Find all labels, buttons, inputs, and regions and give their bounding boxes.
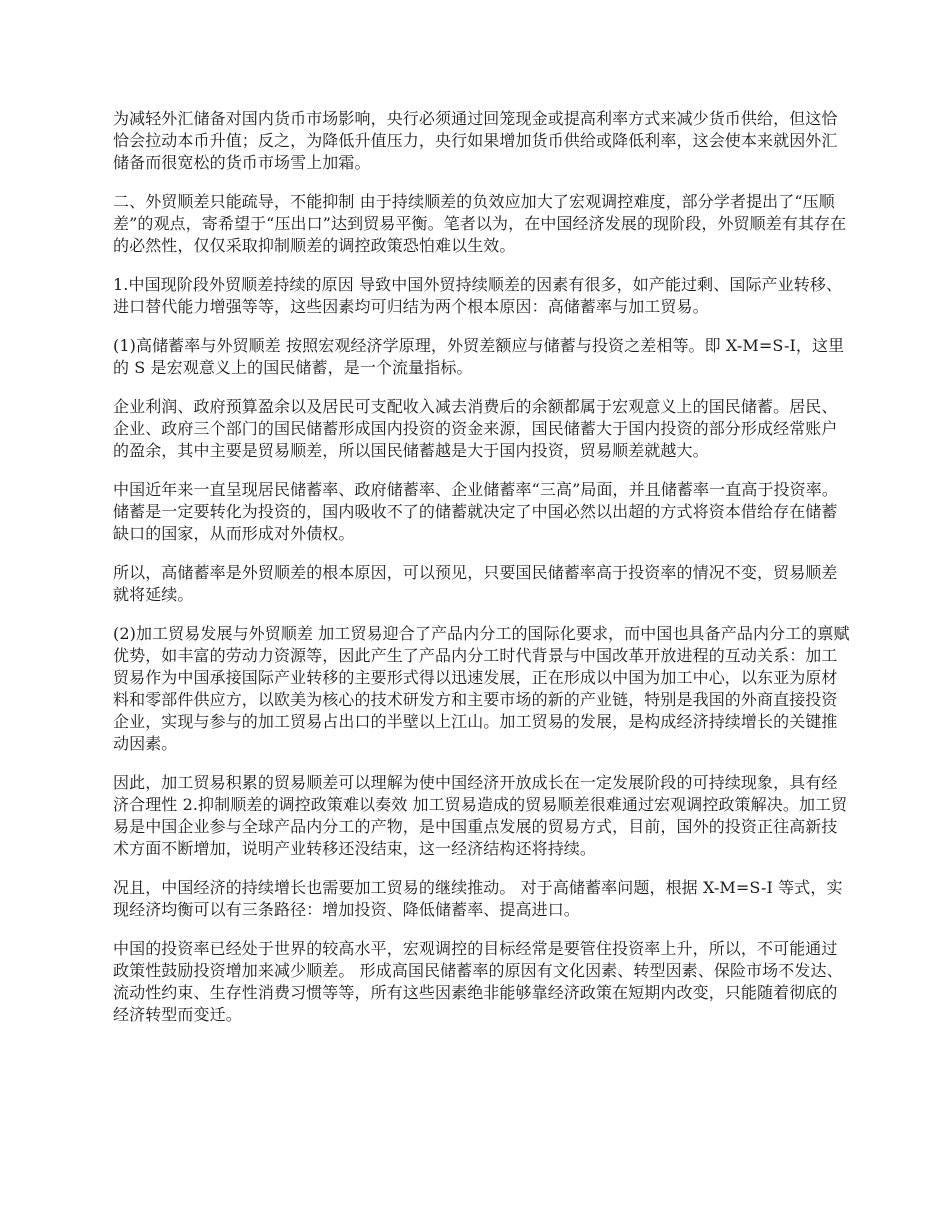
paragraph: 中国近年来一直呈现居民储蓄率、政府储蓄率、企业储蓄率“三高”局面，并且储蓄率一直高于投资率。储蓄是一定要转化为投资的，国内吸收不了的储蓄就决定了中国必然以出超的方式将资本借给存在储蓄缺口的国家，从而形成对外债权。 bbox=[113, 480, 838, 543]
paragraph: 况且，中国经济的持续增长也需要加工贸易的继续推动。 对于高储蓄率问题，根据 X-M=S-I 等式，实现经济均衡可以有三条路径：增加投资、降低储蓄率、提高进口。 bbox=[113, 878, 843, 919]
paragraph: 因此，加工贸易积累的贸易顺差可以理解为使中国经济开放成长在一定发展阶段的可持续现象，具有经济合理性 2.抑制顺差的调控政策难以奏效 加工贸易造成的贸易顺差很难通过宏观调控政策解决。加工贸易是中国企业参与全球产品内分工的产物，是中国重点发展的贸易方式，目前，国外的投资正往高新技术方面不断增加，说明产业转移还没结束，这一经济结构还将持续。 bbox=[113, 773, 848, 858]
paragraph: 为减轻外汇储备对国内货币市场影响，央行必须通过回笼现金或提高利率方式来减少货币供给，但这恰恰会拉动本币升值；反之，为降低升值压力，央行如果增加货币供给或降低利率，这会使本来就因外汇储备而很宽松的货币市场雪上加霜。 bbox=[113, 109, 838, 172]
paragraph: 企业利润、政府预算盈余以及居民可支配收入减去消费后的余额都属于宏观意义上的国民储蓄。居民、企业、政府三个部门的国民储蓄形成国内投资的资金来源，国民储蓄大于国内投资的部分形成经常账户的盈余，其中主要是贸易顺差，所以国民储蓄越是大于国内投资，贸易顺差就越大。 bbox=[113, 397, 838, 460]
paragraph: (2)加工贸易发展与外贸顺差 加工贸易迎合了产品内分工的国际化要求，而中国也具备产品内分工的禀赋优势，如丰富的劳动力资源等，因此产生了产品内分工时代背景与中国改革开放进程的互动关系：加工贸易作为中国承接国际产业转移的主要形式得以迅速发展，正在形成以中国为加工中心，以东亚为原材料和零部件供应方，以欧美为核心的技术研发方和主要市场的新的产业链，特别是我国的外商直接投资企业，实现与参与的加工贸易占出口的半壁以上江山。加工贸易的发展，是构成经济持续增长的关键推动因素。 bbox=[113, 624, 850, 753]
paragraph: 所以，高储蓄率是外贸顺差的根本原因，可以预见，只要国民储蓄率高于投资率的情况不变，贸易顺差就将延续。 bbox=[113, 563, 838, 604]
paragraph: 1.中国现阶段外贸顺差持续的原因 导致中国外贸持续顺差的因素有很多，如产能过剩、国际产业转移、进口替代能力增强等等，这些因素均可归结为两个根本原因：高储蓄率与加工贸易。 bbox=[113, 275, 843, 316]
paragraph: 中国的投资率已经处于世界的较高水平，宏观调控的目标经常是要管住投资率上升，所以，不可能通过政策性鼓励投资增加来减少顺差。 形成高国民储蓄率的原因有文化因素、转型因素、保险市场不发达、流动性约束、生存性消费习惯等等，所有这些因素绝非能够靠经济政策在短期内改变，只能随着彻底的经济转型而变迁。 bbox=[113, 939, 843, 1024]
paragraph: (1)高储蓄率与外贸顺差 按照宏观经济学原理，外贸差额应与储蓄与投资之差相等。即 X-M=S-I，这里的 S 是宏观意义上的国民储蓄，是一个流量指标。 bbox=[113, 336, 845, 377]
paragraph: 二、外贸顺差只能疏导，不能抑制 由于持续顺差的负效应加大了宏观调控难度，部分学者提出了“压顺差”的观点，寄希望于“压出口”达到贸易平衡。笔者以为，在中国经济发展的现阶段，外贸顺差有其存在的必然性，仅仅采取抑制顺差的调控政策恐怕难以生效。 bbox=[113, 192, 847, 255]
document-body bbox=[113, 108, 853, 1043]
